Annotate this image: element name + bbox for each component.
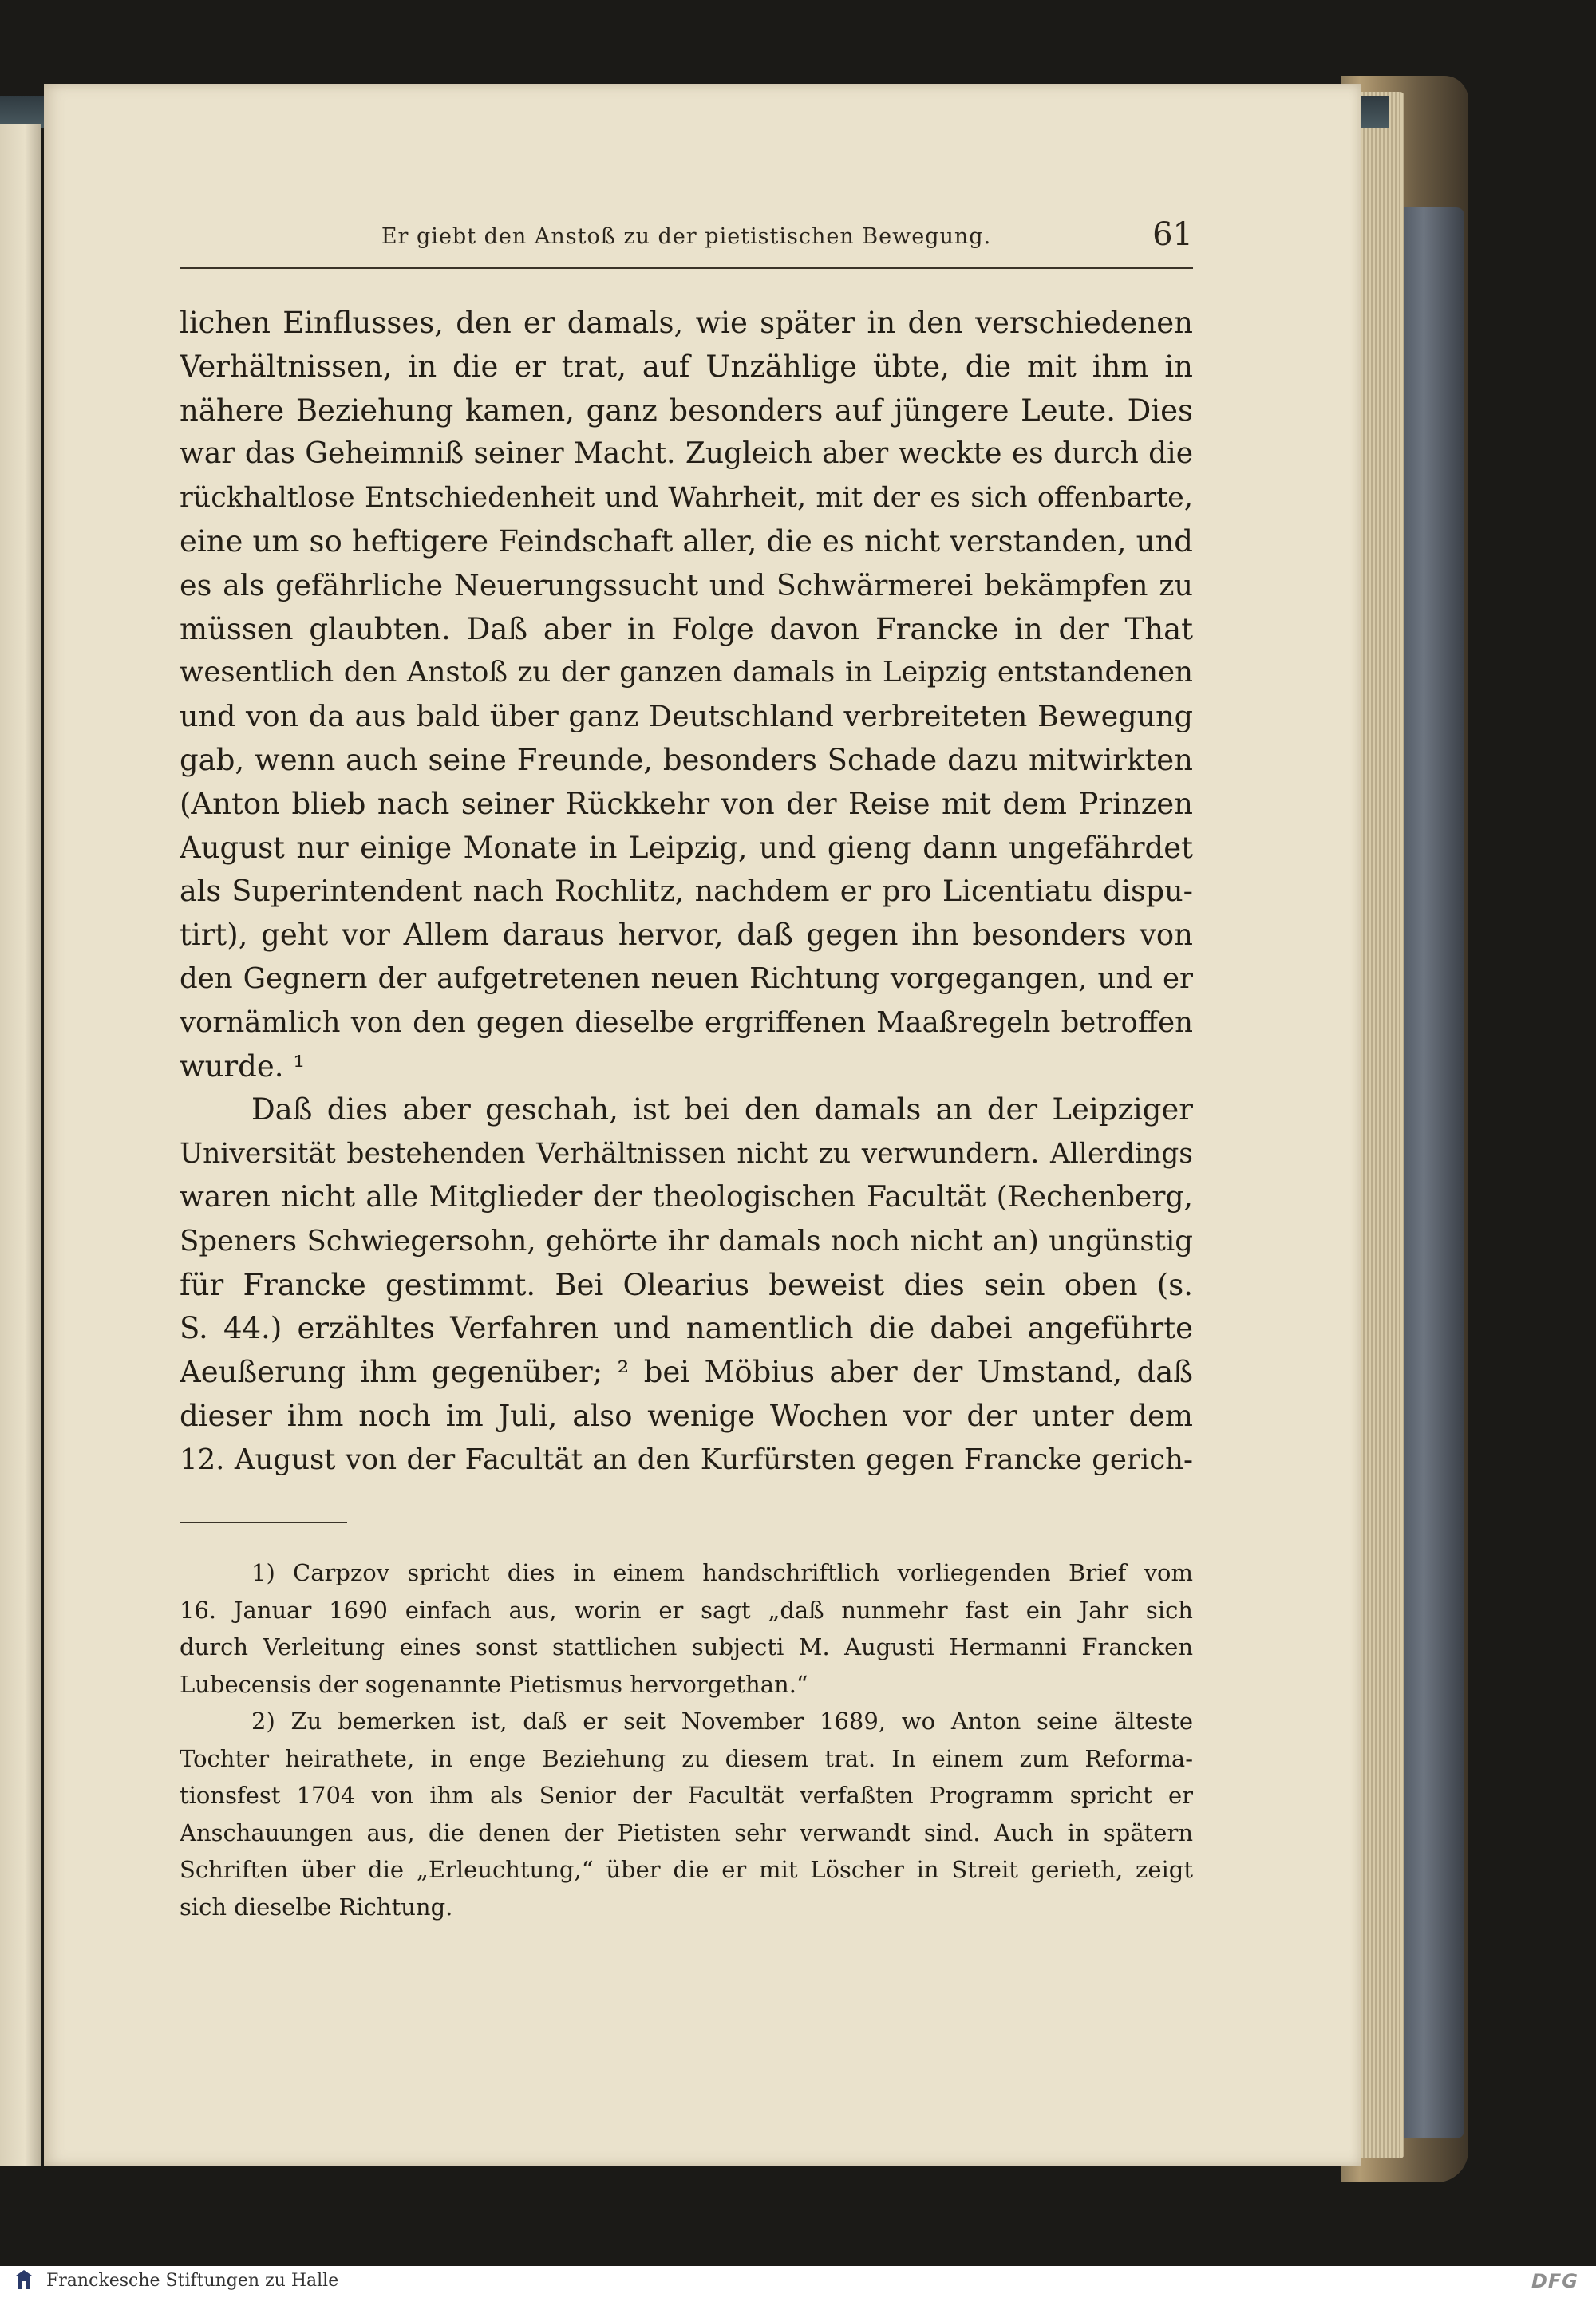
institution-name: Franckesche Stiftungen zu Halle	[46, 2271, 339, 2291]
footnote-2-line: sich dieselbe Richtung.	[180, 1893, 453, 1921]
footnote-2-line: tionsfest 1704 von ihm als Senior der Facultät verfaßten Programm spricht er	[180, 1782, 1193, 1809]
footnote-2-line: Anschauungen aus, die denen der Pietisten sehr verwandt sind. Auch in spätern	[180, 1818, 1193, 1846]
footnote-1-line: 16. Januar 1690 einfach aus, worin er sagt „daß nunmehr fast ein Jahr sich	[180, 1596, 1193, 1624]
text-line: den Gegnern der aufgetretenen neuen Richtung vorgegangen, und er	[180, 961, 1193, 995]
left-facing-page-edge	[0, 124, 41, 2166]
text-line: tirt), geht vor Allem daraus hervor, daß gegen ihn besonders von	[180, 918, 1193, 953]
text-line: müssen glaubten. Daß aber in Folge davon Francke in der That	[180, 611, 1193, 646]
text-line: dieser ihm noch im Juli, also wenige Wochen vor der unter dem	[180, 1398, 1193, 1433]
text-line: lichen Einflusses, den er damals, wie später in den verschiedenen	[180, 306, 1193, 340]
body-text	[180, 302, 1193, 1483]
text-line: gab, wenn auch seine Freunde, besonders Schade dazu mitwirkten	[180, 742, 1193, 777]
text-line: nähere Beziehung kamen, ganz besonders auf jüngere Leute. Dies	[180, 393, 1193, 428]
dfg-logo: DFG	[1531, 2270, 1578, 2292]
text-line: und von da aus bald über ganz Deutschland verbreiteten Bewegung	[180, 699, 1193, 734]
text-line-paragraph-end: wurde. ¹	[180, 1048, 306, 1084]
text-line: Speners Schwiegersohn, gehörte ihr damals noch nicht an) ungünstig	[180, 1224, 1193, 1258]
footnote-2-line: 2) Zu bemerken ist, daß er seit November 1689, wo Anton seine älteste	[251, 1708, 1193, 1735]
text-line: vornämlich von den gegen dieselbe ergriffenen Maaßregeln betroffen	[180, 1005, 1193, 1039]
footnote-1-line: durch Verleitung eines sonst stattlichen subjecti M. Augusti Hermanni Francken	[180, 1633, 1193, 1660]
text-line: Universität bestehenden Verhältnissen nicht zu verwundern. Allerdings	[180, 1138, 1193, 1171]
text-line: als Superintendent nach Rochlitz, nachdem er pro Licentiatu dispu-	[180, 874, 1193, 909]
text-line: waren nicht alle Mitglieder der theologischen Facultät (Rechenberg,	[180, 1180, 1193, 1214]
text-line: Aeußerung ihm gegenüber; ² bei Möbius aber der Umstand, daß	[180, 1355, 1193, 1390]
text-line: S. 44.) erzähltes Verfahren und namentlich die dabei angeführte	[180, 1311, 1193, 1346]
text-line: eine um so heftigere Feindschaft aller, die es nicht verstanden, und	[180, 523, 1193, 559]
running-title: Er giebt den Anstoß zu der pietistischen Bewegung.	[381, 224, 992, 249]
text-line: Verhältnissen, in die er trat, auf Unzählige übte, die mit ihm in	[180, 349, 1193, 384]
footnote-1-line: 1) Carpzov spricht dies in einem handschriftlich vorliegenden Brief vom	[251, 1559, 1193, 1586]
text-line: war das Geheimniß seiner Macht. Zugleich aber weckte es durch die	[180, 437, 1193, 471]
institution-logo-icon	[14, 2268, 34, 2292]
text-line: August nur einige Monate in Leipzig, und gieng dann ungefährdet	[180, 830, 1193, 865]
text-line: es als gefährliche Neuerungssucht und Schwärmerei bekämpfen zu	[180, 567, 1193, 602]
text-line: für Francke gestimmt. Bei Olearius beweist dies sein oben (s.	[180, 1267, 1193, 1302]
text-line: 12. August von der Facultät an den Kurfürsten gegen Francke gerich-	[180, 1443, 1193, 1476]
text-line: rückhaltlose Entschiedenheit und Wahrheit, mit der es sich offenbarte,	[180, 482, 1193, 515]
running-head	[180, 216, 1193, 269]
text-line: wesentlich den Anstoß zu der ganzen damals in Leipzig entstandenen	[180, 656, 1193, 689]
text-line: (Anton blieb nach seiner Rückkehr von der Reise mit dem Prinzen	[180, 786, 1193, 821]
footnote-1-line: Lubecensis der sogenannte Pietismus hervorgethan.“	[180, 1670, 808, 1698]
footnote-divider	[180, 1522, 347, 1523]
footnote-2-line: Tochter heirathete, in enge Beziehung zu diesem trat. In einem zum Reforma-	[180, 1744, 1193, 1772]
text-line-paragraph-start: Daß dies aber geschah, ist bei den damals an der Leipziger	[251, 1092, 1193, 1127]
page-number: 61	[1152, 216, 1193, 253]
footnotes	[180, 1554, 1193, 1925]
footnote-2-line: Schriften über die „Erleuchtung,“ über die er mit Löscher in Streit gerieth, zeigt	[180, 1856, 1193, 1883]
book-cover-spine	[1396, 207, 1464, 2138]
